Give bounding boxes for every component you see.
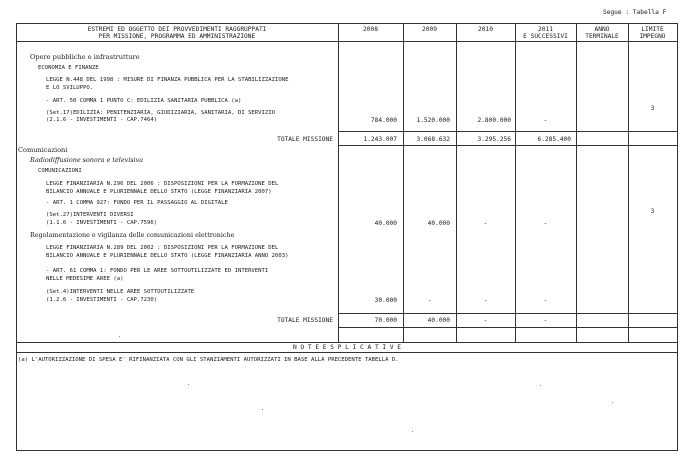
- value-1-2009: 1.520.000: [416, 117, 450, 124]
- value-3-2010: -: [483, 297, 488, 304]
- header-2011-line2: E SUCCESSIVI: [523, 33, 568, 40]
- col-sep-2011: [515, 23, 516, 342]
- law-1-line2: E LO SVILUPPO.: [46, 85, 94, 91]
- total-1-2009: 3.068.632: [416, 136, 450, 143]
- article-3-line2: NELLE MEDESIME AREE (a): [46, 276, 124, 282]
- header-2010: 2010: [478, 26, 493, 33]
- law-3-line2: BILANCIO ANNUALE E PLURIENNALE DELLO STATO (LEGGE FINANZIARIA ANNO 2003): [46, 253, 289, 259]
- total-label-2: TOTALE MISSIONE: [277, 317, 333, 324]
- notes-title: N O T E E S P L I C A T I V E: [292, 344, 402, 351]
- scan-speck: [262, 409, 263, 410]
- header-col1-line2: PER MISSIONE, PROGRAMMA ED AMMINISTRAZIONE: [98, 33, 256, 40]
- article-2: - ART. 1 COMMA 927: FONDO PER IL PASSAGGIO AL DIGITALE: [46, 200, 228, 206]
- total-1-2011: 6.285.400: [537, 136, 571, 143]
- mission-title-1: Opere pubbliche e infrastrutture: [30, 53, 140, 61]
- total-label-1: TOTALE MISSIONE: [277, 136, 333, 143]
- value-2-2009: 40.000: [427, 220, 450, 227]
- total-2-2011: -: [543, 317, 548, 324]
- limite-2: 3: [650, 208, 655, 215]
- program-2-title: Regolamentazione e vigilanza delle comunicazioni elettroniche: [30, 231, 235, 239]
- value-2-2010: -: [483, 220, 488, 227]
- law-1-line1: LEGGE N.448 DEL 1998 : MISURE DI FINANZA PUBBLICA PER LA STABILIZZAZIONE: [46, 77, 289, 83]
- scan-speck: [612, 402, 613, 403]
- program-1-title: Radiodiffusione sonora e televisiva: [30, 156, 144, 164]
- header-2008: 2008: [363, 26, 378, 33]
- frame-left: [16, 23, 17, 451]
- sector-2-line1: (Set.27)INTERVENTI DIVERSI: [46, 212, 134, 218]
- total-1-bottom-rule: [338, 145, 677, 146]
- value-1-2010: 2.800.000: [477, 117, 511, 124]
- total-2-2008: 70.000: [374, 317, 397, 324]
- col-sep-anno: [576, 23, 577, 342]
- value-3-2009: -: [427, 297, 432, 304]
- value-2-2011: -: [543, 220, 548, 227]
- col-sep-2008: [338, 23, 339, 342]
- sector-3-line1: (Set.4)INTERVENTI NELLE AREE SOTTOUTILIZZATE: [46, 289, 195, 295]
- header-col1-line1: ESTREMI ED OGGETTO DEI PROVVEDIMENTI RAGGRUPPATI: [87, 26, 267, 33]
- col-sep-2010: [456, 23, 457, 342]
- total-2-top-rule: [338, 313, 677, 314]
- value-3-2011: -: [543, 297, 548, 304]
- value-2-2008: 40.000: [374, 220, 397, 227]
- admin-label-2: COMUNICAZIONI: [38, 168, 82, 174]
- scan-speck: [412, 431, 413, 432]
- article-3-line1: - ART. 61 COMMA 1: FONDO PER LE AREE SOTTOUTILIZZATE ED INTERVENTI: [46, 268, 269, 274]
- total-2-bottom-rule: [338, 327, 677, 328]
- sector-1-line2: (2.1.6 - INVESTIMENTI - CAP.7464): [46, 117, 158, 123]
- total-2-2010: -: [483, 317, 488, 324]
- mission-title-2: Comunicazioni: [18, 146, 68, 154]
- total-1-2008: 1.243.007: [363, 136, 397, 143]
- header-anno-line2: TERMINALE: [585, 33, 619, 40]
- scan-speck: [540, 385, 541, 386]
- total-1-2010: 3.295.256: [477, 136, 511, 143]
- sector-2-line2: (1.1.6 - INVESTIMENTI - CAP.7596): [46, 220, 158, 226]
- scan-speck: [119, 336, 120, 337]
- frame-bottom: [16, 450, 678, 451]
- notes-title-rule: [16, 352, 678, 353]
- article-1: - ART. 50 COMMA 1 PUNTO C: EDILIZIA SANITARIA PUBBLICA (a): [46, 98, 242, 104]
- col-sep-2009: [403, 23, 404, 342]
- scan-speck: [188, 384, 189, 385]
- note-a: (a) L'AUTORIZZAZIONE DI SPESA E' RIFINANZIATA CON GLI STANZIAMENTI AUTORIZZATI IN BASE ALLA PRECEDENTE TABELLA D.: [18, 357, 399, 363]
- header-limite-line2: IMPEGNO: [639, 33, 666, 40]
- frame-top: [16, 23, 678, 24]
- frame-right: [677, 23, 678, 451]
- admin-label-1: ECONOMIA E FINANZE: [38, 65, 99, 71]
- total-2-2009: 40.000: [427, 317, 450, 324]
- sector-3-line2: (1.2.6 - INVESTIMENTI - CAP.7230): [46, 297, 158, 303]
- header-bottom-rule: [16, 41, 678, 42]
- header-limite-line1: LIMITE: [641, 26, 664, 33]
- limite-1: 3: [650, 105, 655, 112]
- table-continuation-label: Segue : Tabella F: [603, 9, 667, 16]
- header-anno-line1: ANNO: [594, 26, 610, 33]
- law-2-line2: BILANCIO ANNUALE E PLURIENNALE DELLO STATO (LEGGE FINANZIARIA 2007): [46, 189, 272, 195]
- header-2009: 2009: [422, 26, 437, 33]
- law-3-line1: LEGGE FINANZIARIA N.289 DEL 2002 : DISPOSIZIONI PER LA FORMAZIONE DEL: [46, 245, 279, 251]
- total-1-top-rule: [338, 131, 677, 132]
- sector-1-line1: (Set.17)EDILIZIA: PENITENZIARIA, GIUDIZIARIA, SANITARIA, DI SERVIZIO: [46, 110, 276, 116]
- header-2011-line1: 2011: [538, 26, 553, 33]
- value-1-2008: 784.000: [370, 117, 397, 124]
- value-3-2008: 30.000: [374, 297, 397, 304]
- notes-top-rule: [16, 342, 678, 343]
- col-sep-limite: [628, 23, 629, 342]
- law-2-line1: LEGGE FINANZIARIA N.296 DEL 2006 : DISPOSIZIONI PER LA FORMAZIONE DEL: [46, 181, 279, 187]
- value-1-2011: -: [543, 117, 548, 124]
